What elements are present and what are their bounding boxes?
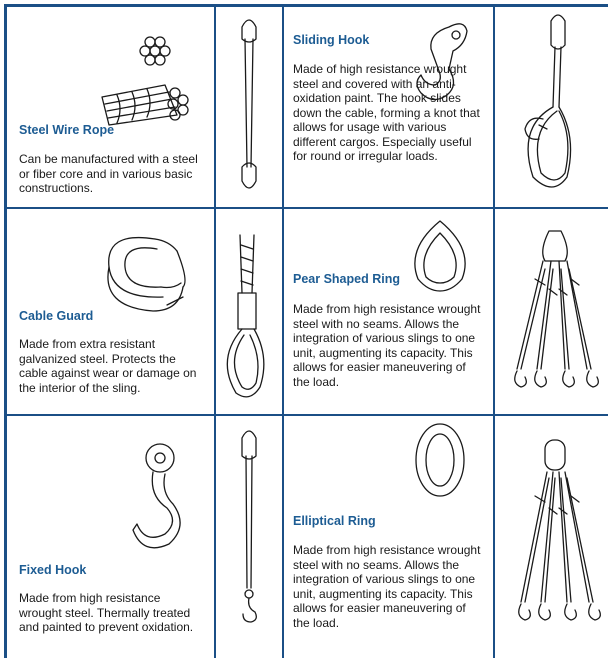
item-description: Can be manufactured with a steel or fiber core and in various basic constructions.	[19, 152, 198, 195]
item-description: Made of high resistance wrought steel and covered with an anti-oxidation paint. The hook slides down the cable, forming a knot that allows for usage with various different cargos. Especially useful for round or irregular loads.	[293, 62, 480, 163]
sling-with-fixed-hook-icon	[216, 416, 282, 659]
item-title: Sliding Hook	[293, 33, 370, 47]
item-title: Fixed Hook	[19, 563, 87, 577]
cell-sling-with-sliding-hook	[495, 7, 611, 207]
cell-steel-wire-rope	[7, 7, 214, 207]
cell-cable-guard	[7, 209, 214, 414]
cell-elliptical-ring	[284, 416, 493, 659]
item-description: Made from high resistance wrought steel with no seams. Allows the integration of various slings to one unit, augmenting its capacity. This allows for easier maneuvering of the load.	[293, 302, 481, 389]
sling-with-thimble-icon	[216, 209, 282, 414]
item-description: Made from high resistance wrought steel. Thermally treated and painted to prevent oxidation.	[19, 591, 194, 634]
cell-four-leg-sling-elliptical-ring	[495, 416, 611, 659]
sling-eye-to-eye-icon	[216, 7, 282, 207]
cell-sling-with-thimble	[216, 209, 282, 414]
four-leg-sling-icon	[495, 209, 611, 414]
four-leg-sling-elliptical-icon	[495, 416, 611, 659]
cell-sling-with-fixed-hook	[216, 416, 282, 659]
cell-sliding-hook	[284, 7, 493, 207]
cell-single-sling-eyes	[216, 7, 282, 207]
item-title: Pear Shaped Ring	[293, 272, 400, 286]
rigging-components-table	[4, 4, 608, 658]
item-description: Made from extra resistant galvanized steel. Protects the cable against wear or damage on the interior of the sling.	[19, 337, 197, 395]
item-title: Elliptical Ring	[293, 514, 376, 528]
item-title: Cable Guard	[19, 309, 94, 323]
sling-with-sliding-hook-icon	[495, 7, 611, 207]
cell-four-leg-sling-pear-ring	[495, 209, 611, 414]
cell-fixed-hook	[7, 416, 214, 659]
item-description: Made from high resistance wrought steel with no seams. Allows the integration of various slings to one unit, augmenting its capacity. This allows for easier maneuvering of the load.	[293, 543, 481, 630]
cell-pear-shaped-ring	[284, 209, 493, 414]
item-title: Steel Wire Rope	[19, 123, 115, 137]
